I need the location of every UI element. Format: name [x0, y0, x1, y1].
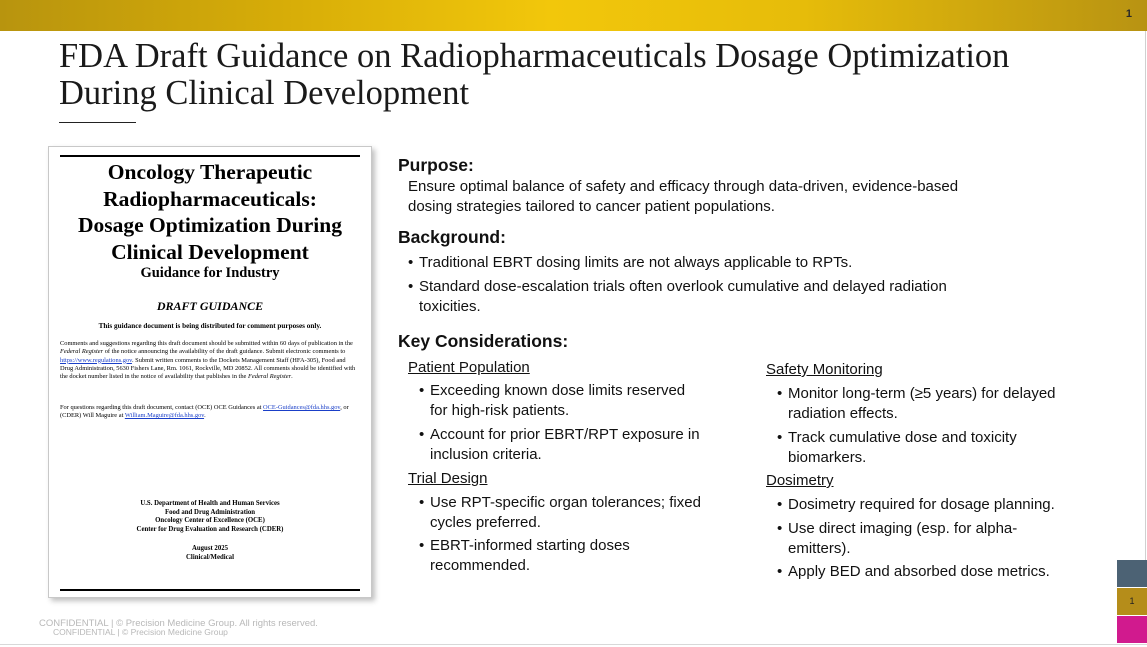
oce-email-link[interactable]: OCE-Guidances@fda.hhs.gov — [263, 404, 341, 411]
purpose-line-2: dosing strategies tailored to cancer patient populations. — [408, 198, 775, 215]
doc-bottom-rule — [60, 589, 360, 591]
purpose-line-1: Ensure optimal balance of safety and efficacy through data-driven, evidence-based — [408, 178, 959, 195]
header-gold-bar — [0, 0, 1147, 31]
key-considerations-heading: Key Considerations: — [398, 331, 569, 351]
background-item: • Traditional EBRT dosing limits are not always applicable to RPTs. — [408, 254, 853, 271]
doc-agency-block: U.S. Department of Health and Human Services Food and Drug Administration Oncology Center of Excellence (OCE) Center for Drug Evaluation and Research (CDER) — [136, 500, 284, 533]
doc-date-block: August 2025 Clinical/Medical — [186, 545, 234, 561]
doc-subtitle: Guidance for Industry — [140, 265, 280, 281]
safety-monitoring-item: • Monitor long-term (≥5 years) for delayed radiation effects. — [777, 385, 1056, 422]
patient-population-item: • Account for prior EBRT/RPT exposure in inclusion criteria. — [419, 426, 700, 463]
doc-title — [57, 159, 363, 265]
purpose-heading: Purpose: — [398, 155, 474, 175]
doc-distribution-note: This guidance document is being distributed for comment purposes only. — [98, 322, 322, 330]
slide-title-line-2: During Clinical Development — [59, 74, 470, 112]
trial-design-item: • EBRT-informed starting doses recommended. — [419, 537, 630, 574]
background-heading: Background: — [398, 227, 506, 247]
patient-population-heading: Patient Population — [408, 359, 530, 376]
slide-edge-line — [1145, 31, 1146, 560]
doc-title-line: Dosage Optimization During — [78, 213, 342, 237]
doc-draft-label: DRAFT GUIDANCE — [156, 299, 264, 313]
dosimetry-item: • Dosimetry required for dosage planning. — [777, 496, 1055, 513]
background-item: • Standard dose-escalation trials often overlook cumulative and delayed radiation toxicities. — [408, 278, 947, 315]
dosimetry-item: • Apply BED and absorbed dose metrics. — [777, 563, 1050, 580]
trial-design-heading: Trial Design — [408, 470, 488, 487]
safety-monitoring-heading: Safety Monitoring — [766, 361, 883, 378]
footer-confidential: CONFIDENTIAL | © Precision Medicine Group. All rights reserved. — [39, 618, 318, 629]
patient-population-item: • Exceeding known dose limits reserved for high-risk patients. — [419, 382, 686, 419]
dosimetry-heading: Dosimetry — [766, 472, 834, 489]
safety-monitoring-item: • Track cumulative dose and toxicity biomarkers. — [777, 429, 1017, 466]
dosimetry-item: • Use direct imaging (esp. for alpha- emitters). — [777, 520, 1018, 557]
bottom-border — [0, 644, 1147, 645]
corner-block-slate — [1117, 560, 1147, 587]
doc-questions-paragraph: For questions regarding this draft document, contact (OCE) OCE Guidances at OCE-Guidances@fda.hhs.gov, or (CDER) Will Maguire at William.Maguire@fda.hhs.gov. — [60, 404, 349, 420]
doc-top-rule — [60, 155, 360, 157]
doc-comments-paragraph: Comments and suggestions regarding this draft document should be submitted within 60 days of publication in the Federal Register of the notice announcing the availability of the draft guidance. Submit electronic comments to https://www.regulations.gov. Submit written comments to the Dockets Management Staff (HFA-305), Food and Drug Administration, 5630 Fishers Lane, Rm. 1061, Rockville, MD 20852. All comments should be identified with the docket number listed in the notice of availability that publishes in the Federal Register. — [60, 340, 356, 381]
corner-block-gold — [1117, 588, 1147, 615]
page-number: 1 — [1125, 8, 1132, 20]
guidance-document-cover — [48, 146, 372, 598]
corner-page-number: 1 — [1129, 596, 1135, 606]
regulations-link[interactable]: https://www.regulations.gov — [60, 356, 132, 364]
slide-title — [59, 38, 1119, 112]
corner-block-magenta — [1117, 616, 1147, 643]
maguire-email-link[interactable]: William.Maguire@fda.hhs.gov — [124, 412, 205, 420]
doc-title-line: Oncology Therapeutic — [107, 160, 313, 184]
footer-confidential-secondary: CONFIDENTIAL | © Precision Medicine Group — [53, 627, 228, 637]
doc-title-line: Radiopharmaceuticals: — [103, 186, 317, 211]
title-underline — [59, 122, 136, 123]
doc-title-line: Clinical Development — [111, 239, 309, 264]
slide-title-line-1: FDA Draft Guidance on Radiopharmaceuticals Dosage Optimization — [59, 37, 1010, 75]
trial-design-item: • Use RPT-specific organ tolerances; fixed cycles preferred. — [419, 494, 701, 531]
